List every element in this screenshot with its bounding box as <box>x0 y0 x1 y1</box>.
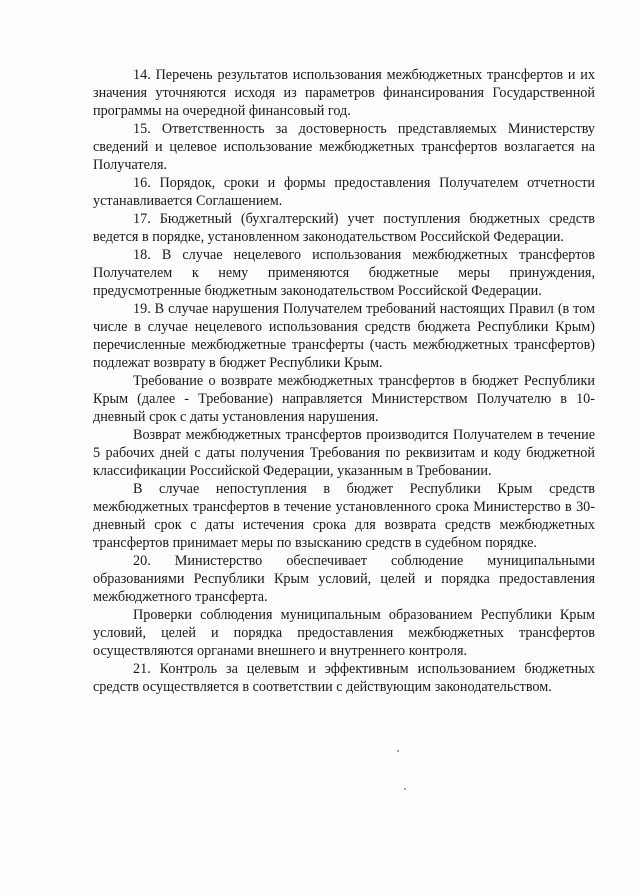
scan-speck <box>404 788 406 790</box>
paragraph-19-demand: Требование о возврате межбюджетных трансфертов в бюджет Республики Крым (далее - Требование) направляется Министерством Получателю в 10-дневный срок с даты установления нарушения. <box>93 373 595 425</box>
paragraph-19: 19. В случае нарушения Получателем требований настоящих Правил (в том числе в случае нецелевого использования средств бюджета Республики Крым) перечисленные межбюджетные трансферты (часть межбюджетных трансфертов) подлежат возврату в бюджет Республики Крым. <box>93 301 595 371</box>
paragraph-18: 18. В случае нецелевого использования межбюджетных трансфертов Получателем к нему применяются бюджетные меры принуждения, предусмотренные бюджетным законодательством Российской Федерации. <box>93 247 595 299</box>
paragraph-19-refund: Возврат межбюджетных трансфертов производится Получателем в течение 5 рабочих дней с даты получения Требования по реквизитам и коду бюджетной классификации Российской Федерации, указанным в Требовании. <box>93 427 595 479</box>
document-body <box>93 66 595 696</box>
paragraph-14: 14. Перечень результатов использования межбюджетных трансфертов и их значения уточняются исходя из параметров финансирования Государственной программы на очередной финансовый год. <box>93 67 595 119</box>
paragraph-15: 15. Ответственность за достоверность представляемых Министерству сведений и целевое использование межбюджетных трансфертов возлагается на Получателя. <box>93 121 595 173</box>
paragraph-20: 20. Министерство обеспечивает соблюдение муниципальными образованиями Республики Крым условий, целей и порядка предоставления межбюджетного трансферта. <box>93 553 595 605</box>
paragraph-21: 21. Контроль за целевым и эффективным использованием бюджетных средств осуществляется в соответствии с действующим законодательством. <box>93 661 595 695</box>
paragraph-16: 16. Порядок, сроки и формы предоставления Получателем отчетности устанавливается Соглашением. <box>93 175 595 209</box>
scan-speck <box>397 750 399 752</box>
paragraph-17: 17. Бюджетный (бухгалтерский) учет поступления бюджетных средств ведется в порядке, установленном законодательством Российской Федерации. <box>93 211 595 245</box>
paragraph-20-inspections: Проверки соблюдения муниципальным образованием Республики Крым условий, целей и порядка предоставления межбюджетных трансфертов осуществляются органами внешнего и внутреннего контроля. <box>93 607 595 659</box>
paragraph-19-recovery: В случае непоступления в бюджет Республики Крым средств межбюджетных трансфертов в течение установленного срока Министерство в 30-дневный срок с даты истечения срока для возврата средств межбюджетных трансфертов принимает меры по взысканию средств в судебном порядке. <box>93 481 595 551</box>
